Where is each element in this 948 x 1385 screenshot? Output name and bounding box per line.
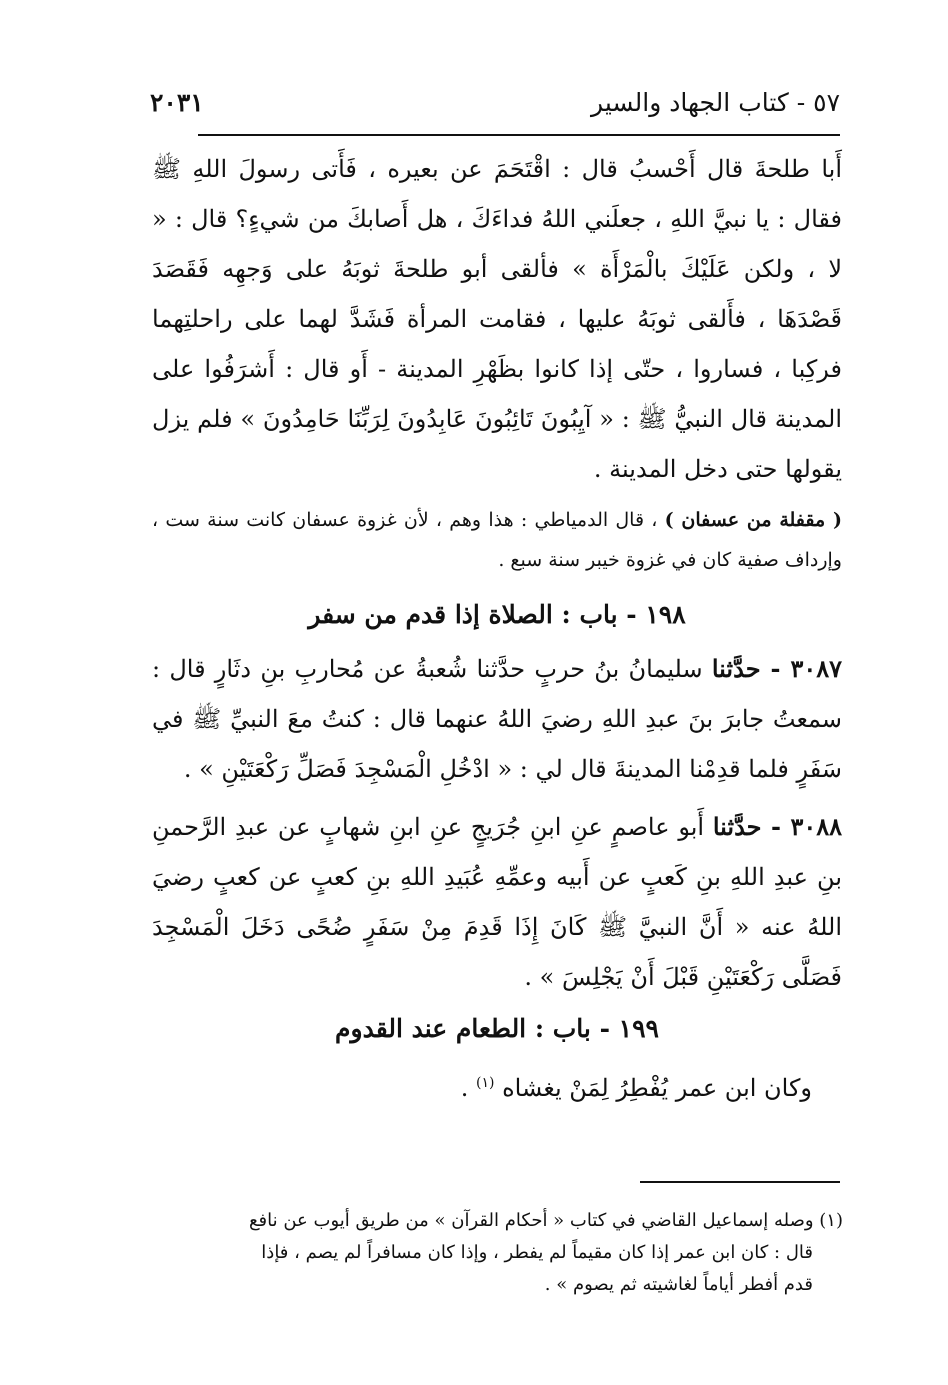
page-header [150,86,840,130]
note-quote: ( مقفلة من عسفان ) [664,509,842,531]
hadith-number: ٣٠٨٧ - حدَّثنا [711,654,842,683]
ibn-umar-text: وكان ابن عمر يُفْطِرُ لِمَنْ يغشاه [502,1074,812,1102]
footnote-marker[interactable]: (١) [475,1075,495,1091]
page-body [152,144,842,1113]
chapter-heading-198: ١٩٨ - باب : الصلاة إذا قدم من سفر [308,600,686,629]
footnote-line: قدم أفطر أياماً لغاشيته ثم يصوم » . [544,1274,813,1295]
footnote-line: قال : كان ابن عمر إذا كان مقيماً لم يفطر ، وإذا كان مسافراً لم يصم ، فإذا [261,1242,813,1263]
hadith-3087 [152,644,842,794]
header-rule [198,134,840,136]
footnote [155,1205,843,1301]
note-text: ، قال الدمياطي : هذا وهم ، لأن غزوة عسفان كانت سنة ست ، وإرداف صفية كان في غزوة خيبر سنة سبع . [152,509,842,571]
page-number: ٢٠٣١ [150,88,204,117]
chapter-title: ٥٧ - كتاب الجهاد والسير [591,88,840,117]
chapter-heading-199: ١٩٩ - باب : الطعام عند القدوم [335,1014,659,1043]
ibn-umar-line: وكان ابن عمر يُفْطِرُ لِمَنْ يغشاه $^{(١)}$ . [460,1074,812,1102]
hadith-number: ٣٠٨٨ - حدَّثنا [712,812,842,841]
footnote-rule [640,1181,840,1183]
hadith-3088 [152,802,842,1002]
hadith-text: سليمانُ بنُ حربٍ حدَّثنا شُعبةُ عن مُحاربِ بنِ دثَارٍ قال : سمعتُ جابرَ بنَ عبدِ اللهِ رضيَ اللهُ عنهما قال : كنتُ معَ النبيِّ ﷺ في سَفَرٍ فلما قدِمْنا المدينةَ قال لي : « ادْخُلِ الْمَسْجِدَ فَصَلِّ رَكْعَتَيْنِ » . [152,655,842,783]
paragraph-continuation: أَبا طلحةَ قال أَحْسبُ قال : اقْتَحَمَ عن بعيره ، فَأَتى رسولَ اللهِ ﷺ فقال : يا نبيَّ اللهِ ، جعلَني اللهُ فداءَكَ ، هل أَصابكَ من شيءٍ؟ قال : « لا ، ولكن عَلَيْكَ بالْمَرْأَة » فألقى أبو طلحةَ ثوبَهُ على وَجهِه فَقَصَدَ قَصْدَهَا ، فأَلقى ثوبَهُ عليها ، فقامت المرأة فَشَدَّ لهما على راحلتِهما فركِبا ، فساروا ، حتّى إذا كانوا بظَهْرِ المدينة - أَو قال : أَشرَفُوا على المدينة قال النبيُّ ﷺ : « آيِبُونَ تَائِبُونَ عَابِدُونَ لِرَبِّنَا حَامِدُونَ » فلم يزل يقولها حتى دخل المدينة . [152,155,842,483]
commentary-note [152,500,842,580]
hadith-text: أَبو عاصمٍ عنِ ابنِ جُرَيجٍ عنِ ابنِ شهابٍ عن عبدِ الرَّحمنِ بنِ عبدِ اللهِ بنِ كَعبٍ عن أَبيه وعمِّهِ عُبَيدِ اللهِ بنِ كعبٍ عن كعبٍ رضيَ اللهُ عنه « أَنَّ النبيَّ ﷺ كَانَ إِذَا قَدِمَ مِنْ سَفَرٍ ضُحًى دَخَلَ الْمَسْجِدَ فَصَلَّى رَكْعَتَيْنِ قَبْلَ أَنْ يَجْلِسَ » . [152,813,842,991]
footnote-line: (١) وصله إسماعيل القاضي في كتاب « أحكام القرآن » من طريق أيوب عن نافع [248,1210,843,1231]
